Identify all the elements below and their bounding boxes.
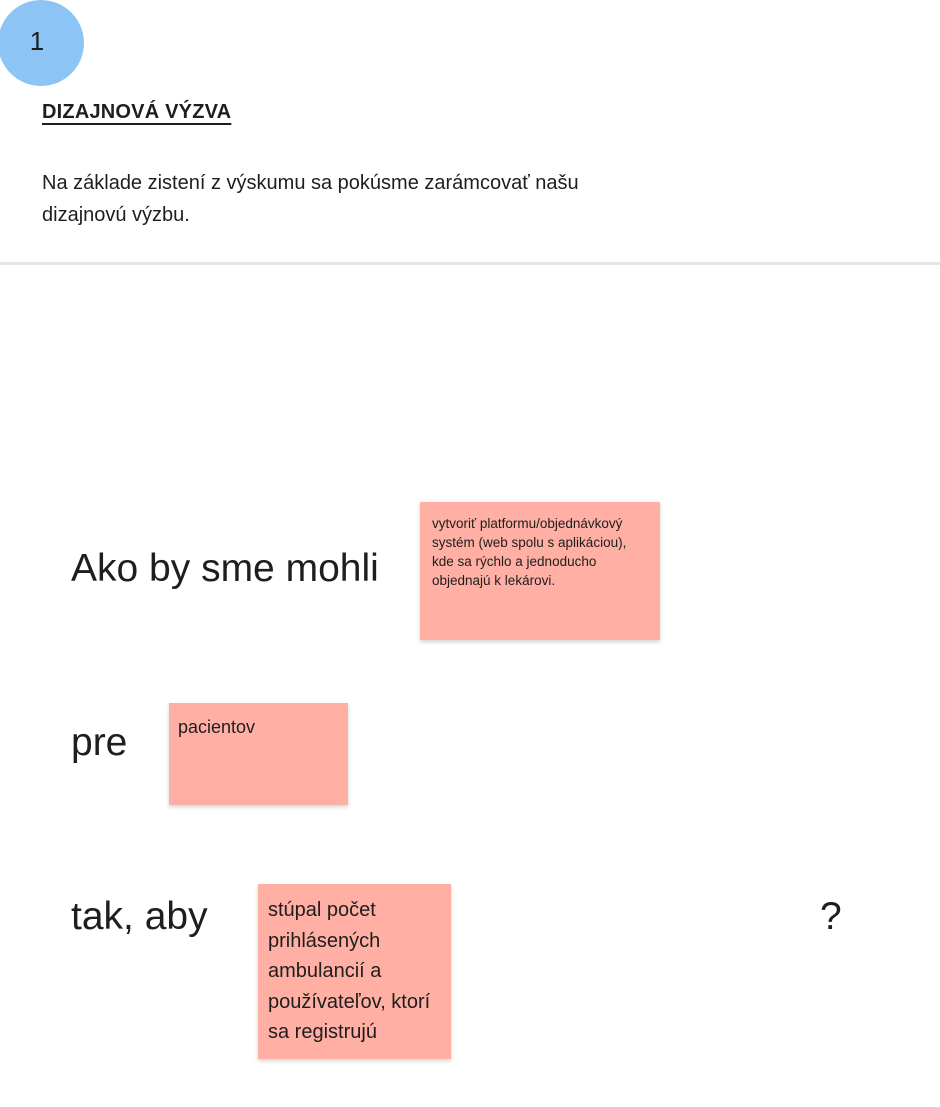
section-divider — [0, 262, 940, 265]
sticky-note-so-that[interactable]: stúpal počet prihlásených ambulancií a používateľov, ktorí sa registrujú — [258, 884, 451, 1059]
section-title: DIZAJNOVÁ VÝZVA — [42, 101, 232, 123]
prompt-so-that: tak, aby — [71, 895, 208, 938]
sticky-note-how-might-we[interactable]: vytvoriť platformu/objednávkový systém (web spolu s aplikáciou), kde sa rýchlo a jednoducho objednajú k lekárovi. — [420, 502, 660, 640]
sticky-note-for[interactable]: pacientov — [169, 703, 348, 805]
prompt-for: pre — [71, 721, 128, 764]
prompt-how-might-we: Ako by sme mohli — [71, 547, 379, 590]
question-mark: ? — [820, 895, 842, 938]
step-number: 1 — [29, 25, 45, 56]
step-number-badge — [0, 0, 84, 86]
intro-description: Na základe zistení z výskumu sa pokúsme zarámcovať našu dizajnovú výzbu. — [42, 172, 579, 226]
